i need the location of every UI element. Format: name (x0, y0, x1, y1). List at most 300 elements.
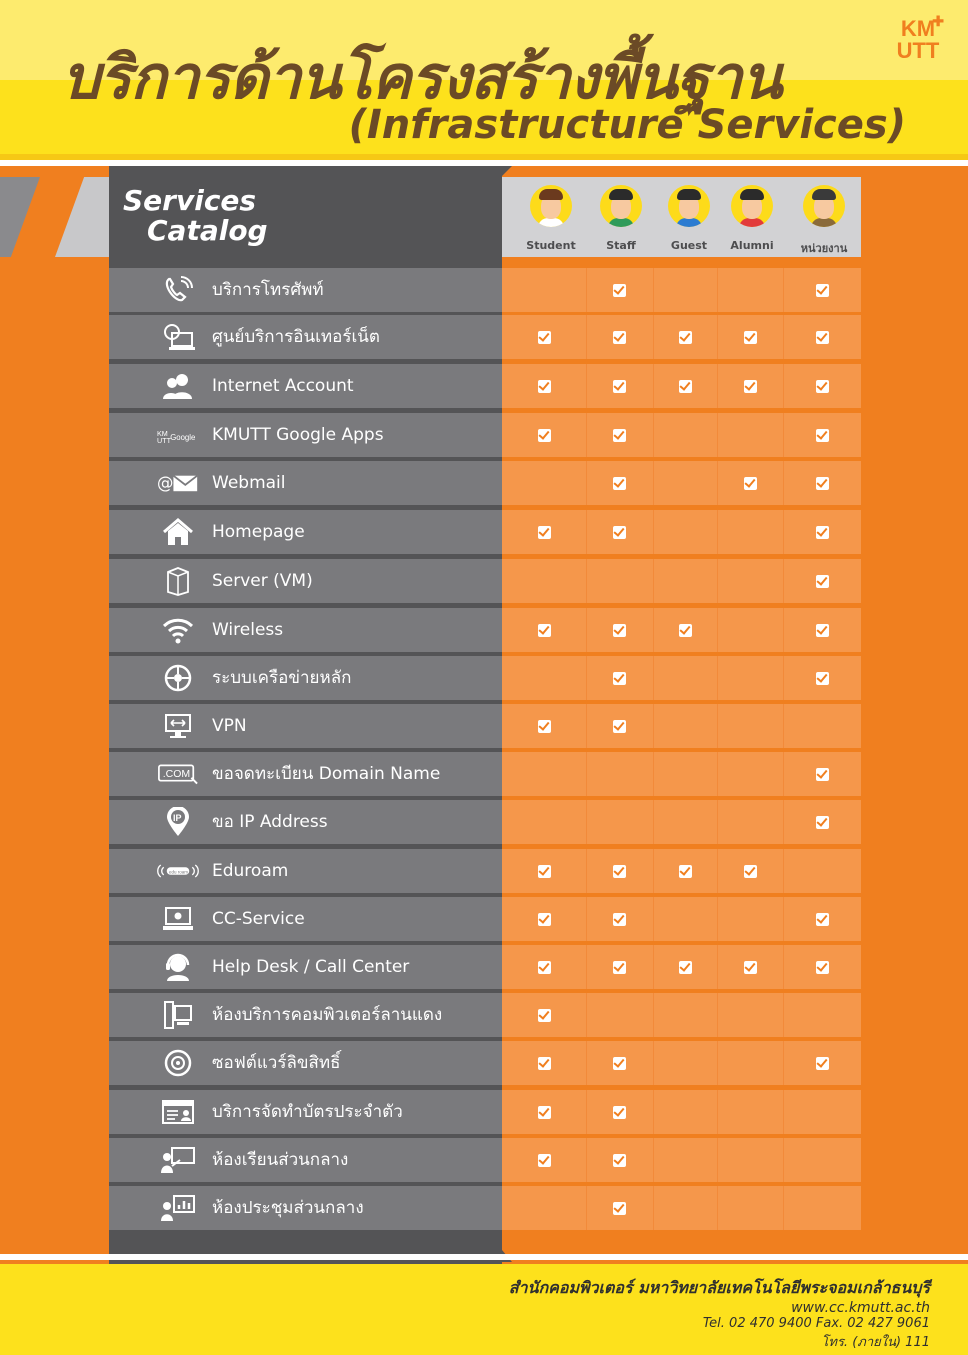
kmutt-logo: ✚ KM UTT (896, 13, 944, 63)
service-cell (109, 1186, 502, 1230)
column-separator (586, 510, 587, 554)
svg-text:UTT: UTT (157, 435, 171, 445)
availability-cell-Staff (586, 849, 653, 893)
availability-cell-Alumni (717, 268, 783, 312)
user-type-4 (789, 177, 859, 257)
availability-cell-หน่วยงาน (783, 1090, 861, 1134)
availability-cell-Alumni (717, 364, 783, 408)
availability-cell-Alumni (717, 800, 783, 844)
column-separator (717, 364, 718, 408)
svg-text:Google: Google (170, 432, 196, 442)
column-separator (783, 1041, 784, 1085)
checkbox-checked-icon (538, 865, 551, 878)
service-row (109, 897, 862, 941)
service-label: Server (VM) (212, 571, 313, 591)
column-separator (653, 849, 654, 893)
availability-cells (502, 897, 861, 941)
service-label: ขอ IP Address (212, 812, 328, 832)
service-cell (109, 1041, 502, 1085)
availability-cell-Student (502, 849, 586, 893)
service-row (109, 1186, 862, 1230)
column-separator (586, 559, 587, 603)
column-separator (717, 1138, 718, 1182)
service-label: ห้องประชุมส่วนกลาง (212, 1198, 364, 1218)
checkbox-checked-icon (538, 1106, 551, 1119)
availability-cell-Alumni (717, 656, 783, 700)
column-separator (586, 413, 587, 457)
column-separator (586, 315, 587, 359)
service-row (109, 800, 862, 844)
availability-cell-หน่วยงาน (783, 897, 861, 941)
avatar-icon (731, 185, 773, 227)
availability-cell-Staff (586, 656, 653, 700)
checkbox-checked-icon (613, 1057, 626, 1070)
checkbox-checked-icon (538, 1009, 551, 1022)
column-separator (653, 704, 654, 748)
availability-cell-Alumni (717, 461, 783, 505)
checkbox-checked-icon (816, 913, 829, 926)
service-row (109, 1090, 862, 1134)
column-separator (717, 413, 718, 457)
column-separator (783, 413, 784, 457)
availability-cell-Guest (653, 559, 717, 603)
service-row (109, 364, 862, 408)
availability-cell-Student (502, 510, 586, 554)
availability-cell-Staff (586, 413, 653, 457)
availability-cell-Staff (586, 752, 653, 796)
availability-cell-Staff (586, 945, 653, 989)
svg-text:IP: IP (173, 813, 182, 823)
service-cell (109, 364, 502, 408)
availability-cell-Guest (653, 510, 717, 554)
availability-cell-หน่วยงาน (783, 413, 861, 457)
service-cell (109, 413, 502, 457)
service-cell (109, 461, 502, 505)
column-separator (783, 510, 784, 554)
id-card-icon (157, 1098, 199, 1126)
column-separator (783, 1138, 784, 1182)
column-separator (717, 1041, 718, 1085)
service-cell (109, 510, 502, 554)
svg-text:.COM: .COM (162, 767, 191, 780)
service-row (109, 849, 862, 893)
availability-cell-Staff (586, 510, 653, 554)
column-separator (783, 945, 784, 989)
checkbox-checked-icon (613, 526, 626, 539)
user-types-header (502, 177, 861, 257)
availability-cell-Student (502, 559, 586, 603)
column-separator (586, 704, 587, 748)
service-row (109, 608, 862, 652)
checkbox-checked-icon (816, 624, 829, 637)
availability-cell-Student (502, 704, 586, 748)
logo-plus-icon: ✚ (932, 13, 944, 29)
checkbox-checked-icon (538, 429, 551, 442)
column-separator (653, 268, 654, 312)
ip-pin-icon (157, 808, 199, 836)
availability-cell-Guest (653, 1138, 717, 1182)
availability-cells (502, 704, 861, 748)
availability-cell-Alumni (717, 993, 783, 1037)
column-separator (653, 1186, 654, 1230)
column-separator (717, 945, 718, 989)
column-separator (586, 800, 587, 844)
service-row (109, 1138, 862, 1182)
services-catalog-title: Services Catalog (123, 184, 268, 247)
availability-cells (502, 849, 861, 893)
footer-extension: โทร. (ภายใน) 111 (821, 1335, 930, 1350)
footer-phone: Tel. 02 470 9400 Fax. 02 427 9061 (702, 1316, 930, 1331)
column-separator (653, 945, 654, 989)
availability-cell-Guest (653, 461, 717, 505)
availability-cell-หน่วยงาน (783, 461, 861, 505)
availability-cells (502, 1041, 861, 1085)
cc-service-icon (157, 905, 199, 933)
vpn-icon (157, 712, 199, 740)
availability-cell-Guest (653, 1041, 717, 1085)
column-separator (653, 752, 654, 796)
service-label: CC-Service (212, 909, 305, 929)
column-separator (717, 897, 718, 941)
checkbox-checked-icon (816, 816, 829, 829)
column-separator (653, 993, 654, 1037)
service-cell (109, 945, 502, 989)
checkbox-checked-icon (538, 1154, 551, 1167)
availability-cell-Alumni (717, 945, 783, 989)
column-separator (653, 559, 654, 603)
availability-cell-Alumni (717, 704, 783, 748)
availability-cell-Staff (586, 897, 653, 941)
service-label: Internet Account (212, 376, 354, 396)
availability-cell-Alumni (717, 1041, 783, 1085)
column-separator (586, 656, 587, 700)
column-separator (586, 268, 587, 312)
column-separator (653, 364, 654, 408)
availability-cell-Student (502, 993, 586, 1037)
availability-cell-Guest (653, 945, 717, 989)
column-separator (586, 1090, 587, 1134)
service-row (109, 559, 862, 603)
column-separator (653, 315, 654, 359)
availability-cell-หน่วยงาน (783, 993, 861, 1037)
column-separator (783, 800, 784, 844)
availability-cell-Alumni (717, 897, 783, 941)
checkbox-checked-icon (613, 1202, 626, 1215)
network-icon (157, 664, 199, 692)
column-separator (586, 461, 587, 505)
availability-cell-Staff (586, 800, 653, 844)
checkbox-checked-icon (816, 768, 829, 781)
service-label: KMUTT Google Apps (212, 425, 384, 445)
availability-cell-Student (502, 608, 586, 652)
availability-cells (502, 800, 861, 844)
column-separator (717, 704, 718, 748)
domain-icon (157, 760, 199, 788)
availability-cells (502, 993, 861, 1037)
svg-text:@: @ (157, 473, 174, 493)
checkbox-checked-icon (816, 477, 829, 490)
service-label: ขอจดทะเบียน Domain Name (212, 764, 441, 784)
column-separator (783, 656, 784, 700)
checkbox-checked-icon (538, 720, 551, 733)
service-cell (109, 849, 502, 893)
checkbox-checked-icon (613, 477, 626, 490)
availability-cell-Guest (653, 752, 717, 796)
meeting-room-icon (157, 1194, 199, 1222)
checkbox-checked-icon (613, 672, 626, 685)
availability-cells (502, 268, 861, 312)
availability-cells (502, 1090, 861, 1134)
service-cell (109, 800, 502, 844)
availability-cell-หน่วยงาน (783, 752, 861, 796)
svg-text:KM: KM (157, 429, 168, 439)
panel-corner-top (502, 166, 512, 176)
availability-cell-Staff (586, 461, 653, 505)
service-label: ห้องบริการคอมพิวเตอร์ลานแดง (212, 1005, 443, 1025)
availability-cell-Alumni (717, 413, 783, 457)
service-cell (109, 993, 502, 1037)
service-cell (109, 1090, 502, 1134)
availability-cell-Staff (586, 364, 653, 408)
column-separator (783, 704, 784, 748)
checkbox-checked-icon (816, 284, 829, 297)
checkbox-checked-icon (816, 1057, 829, 1070)
footer (0, 1264, 968, 1355)
user-type-label: Staff (606, 239, 636, 252)
checkbox-checked-icon (744, 865, 757, 878)
phone-icon (157, 276, 199, 304)
availability-cell-Student (502, 897, 586, 941)
column-separator (717, 656, 718, 700)
availability-cell-Staff (586, 1041, 653, 1085)
service-label: Help Desk / Call Center (212, 957, 410, 977)
footer-website: www.cc.kmutt.ac.th (791, 1300, 930, 1316)
service-cell (109, 315, 502, 359)
availability-cell-Staff (586, 608, 653, 652)
availability-cell-หน่วยงาน (783, 510, 861, 554)
column-separator (653, 510, 654, 554)
availability-cell-Guest (653, 849, 717, 893)
column-separator (586, 1186, 587, 1230)
checkbox-checked-icon (613, 380, 626, 393)
column-separator (783, 461, 784, 505)
service-label: Homepage (212, 522, 305, 542)
service-label: Eduroam (212, 861, 289, 881)
column-separator (653, 608, 654, 652)
checkbox-checked-icon (538, 624, 551, 637)
mail-icon (157, 469, 199, 497)
availability-cell-Guest (653, 268, 717, 312)
availability-cells (502, 608, 861, 652)
checkbox-checked-icon (613, 865, 626, 878)
service-label: ซอฟต์แวร์ลิขสิทธิ์ (212, 1053, 341, 1073)
computer-globe-icon (157, 323, 199, 351)
availability-cells (502, 461, 861, 505)
column-separator (717, 993, 718, 1037)
service-row (109, 945, 862, 989)
column-separator (783, 315, 784, 359)
user-type-1 (586, 177, 656, 257)
availability-cells (502, 315, 861, 359)
column-separator (783, 559, 784, 603)
column-separator (653, 800, 654, 844)
service-row (109, 510, 862, 554)
availability-cell-Staff (586, 315, 653, 359)
availability-cell-Student (502, 945, 586, 989)
column-separator (717, 849, 718, 893)
checkbox-checked-icon (538, 380, 551, 393)
column-separator (717, 1090, 718, 1134)
availability-cell-Student (502, 315, 586, 359)
column-separator (783, 752, 784, 796)
checkbox-checked-icon (613, 913, 626, 926)
column-separator (717, 315, 718, 359)
column-separator (653, 1041, 654, 1085)
user-type-label: Guest (670, 239, 708, 252)
service-label: บริการจัดทำบัตรประจำตัว (212, 1102, 403, 1122)
availability-cells (502, 413, 861, 457)
availability-cell-Alumni (717, 510, 783, 554)
availability-cells (502, 945, 861, 989)
column-separator (717, 752, 718, 796)
availability-cells (502, 1186, 861, 1230)
availability-cell-หน่วยงาน (783, 800, 861, 844)
user-type-0 (516, 177, 586, 257)
availability-cell-Guest (653, 1186, 717, 1230)
checkbox-checked-icon (613, 1154, 626, 1167)
service-cell (109, 268, 502, 312)
column-separator (653, 656, 654, 700)
column-separator (586, 849, 587, 893)
checkbox-checked-icon (679, 624, 692, 637)
decorative-stripes (0, 177, 110, 257)
header (0, 0, 968, 160)
availability-cell-หน่วยงาน (783, 849, 861, 893)
availability-cell-Guest (653, 413, 717, 457)
service-row (109, 1041, 862, 1085)
title-english: (Infrastructure Services) (348, 102, 906, 148)
checkbox-checked-icon (538, 961, 551, 974)
column-separator (653, 1138, 654, 1182)
server-icon (157, 567, 199, 595)
availability-cell-หน่วยงาน (783, 1138, 861, 1182)
service-row (109, 461, 862, 505)
availability-cell-Guest (653, 993, 717, 1037)
title-thai: บริการด้านโครงสร้างพื้นฐาน (62, 43, 782, 113)
column-separator (717, 461, 718, 505)
footer-organization: สำนักคอมพิวเตอร์ มหาวิทยาลัยเทคโนโลยีพระจอมเกล้าธนบุรี (508, 1278, 930, 1297)
column-separator (783, 993, 784, 1037)
availability-cell-หน่วยงาน (783, 559, 861, 603)
checkbox-checked-icon (816, 380, 829, 393)
headset-icon (157, 953, 199, 981)
footer-divider (0, 1254, 968, 1260)
wifi-icon (157, 616, 199, 644)
service-row (109, 993, 862, 1037)
column-separator (783, 608, 784, 652)
checkbox-checked-icon (744, 331, 757, 344)
avatar-icon (803, 185, 845, 227)
checkbox-checked-icon (613, 624, 626, 637)
checkbox-checked-icon (613, 1106, 626, 1119)
availability-cell-Student (502, 752, 586, 796)
service-cell (109, 559, 502, 603)
availability-cell-Guest (653, 897, 717, 941)
availability-cell-Alumni (717, 1138, 783, 1182)
availability-cell-Guest (653, 704, 717, 748)
service-row (109, 656, 862, 700)
availability-cells (502, 364, 861, 408)
checkbox-checked-icon (613, 429, 626, 442)
column-separator (586, 752, 587, 796)
checkbox-checked-icon (816, 331, 829, 344)
column-separator (783, 364, 784, 408)
availability-cell-Guest (653, 315, 717, 359)
column-separator (653, 461, 654, 505)
availability-cell-Alumni (717, 1090, 783, 1134)
checkbox-checked-icon (816, 961, 829, 974)
software-disc-icon (157, 1049, 199, 1077)
availability-cell-Student (502, 1041, 586, 1085)
availability-cell-Guest (653, 800, 717, 844)
availability-cells (502, 559, 861, 603)
service-row (109, 268, 862, 312)
availability-cell-Staff (586, 1138, 653, 1182)
column-separator (653, 1090, 654, 1134)
column-separator (586, 608, 587, 652)
column-separator (586, 993, 587, 1037)
kmutt-google-icon (157, 421, 199, 449)
availability-cell-หน่วยงาน (783, 704, 861, 748)
user-type-2 (654, 177, 724, 257)
checkbox-checked-icon (816, 672, 829, 685)
service-row (109, 704, 862, 748)
availability-cell-Guest (653, 656, 717, 700)
availability-cell-Alumni (717, 315, 783, 359)
availability-cell-Staff (586, 268, 653, 312)
checkbox-checked-icon (816, 429, 829, 442)
availability-cells (502, 752, 861, 796)
column-separator (586, 1138, 587, 1182)
availability-cell-หน่วยงาน (783, 608, 861, 652)
checkbox-checked-icon (679, 865, 692, 878)
checkbox-checked-icon (613, 961, 626, 974)
column-separator (586, 897, 587, 941)
column-separator (717, 1186, 718, 1230)
column-separator (783, 897, 784, 941)
classroom-icon (157, 1146, 199, 1174)
column-separator (783, 849, 784, 893)
service-label: VPN (212, 716, 247, 736)
home-icon (157, 518, 199, 546)
service-row (109, 752, 862, 796)
service-cell (109, 656, 502, 700)
column-separator (717, 268, 718, 312)
service-cell (109, 752, 502, 796)
availability-cell-Alumni (717, 849, 783, 893)
column-separator (586, 945, 587, 989)
checkbox-checked-icon (538, 526, 551, 539)
availability-cell-Alumni (717, 608, 783, 652)
checkbox-checked-icon (613, 284, 626, 297)
checkbox-checked-icon (679, 380, 692, 393)
availability-cell-Student (502, 800, 586, 844)
checkbox-checked-icon (679, 331, 692, 344)
checkbox-checked-icon (538, 331, 551, 344)
user-type-3 (717, 177, 787, 257)
column-separator (586, 364, 587, 408)
checkbox-checked-icon (744, 961, 757, 974)
